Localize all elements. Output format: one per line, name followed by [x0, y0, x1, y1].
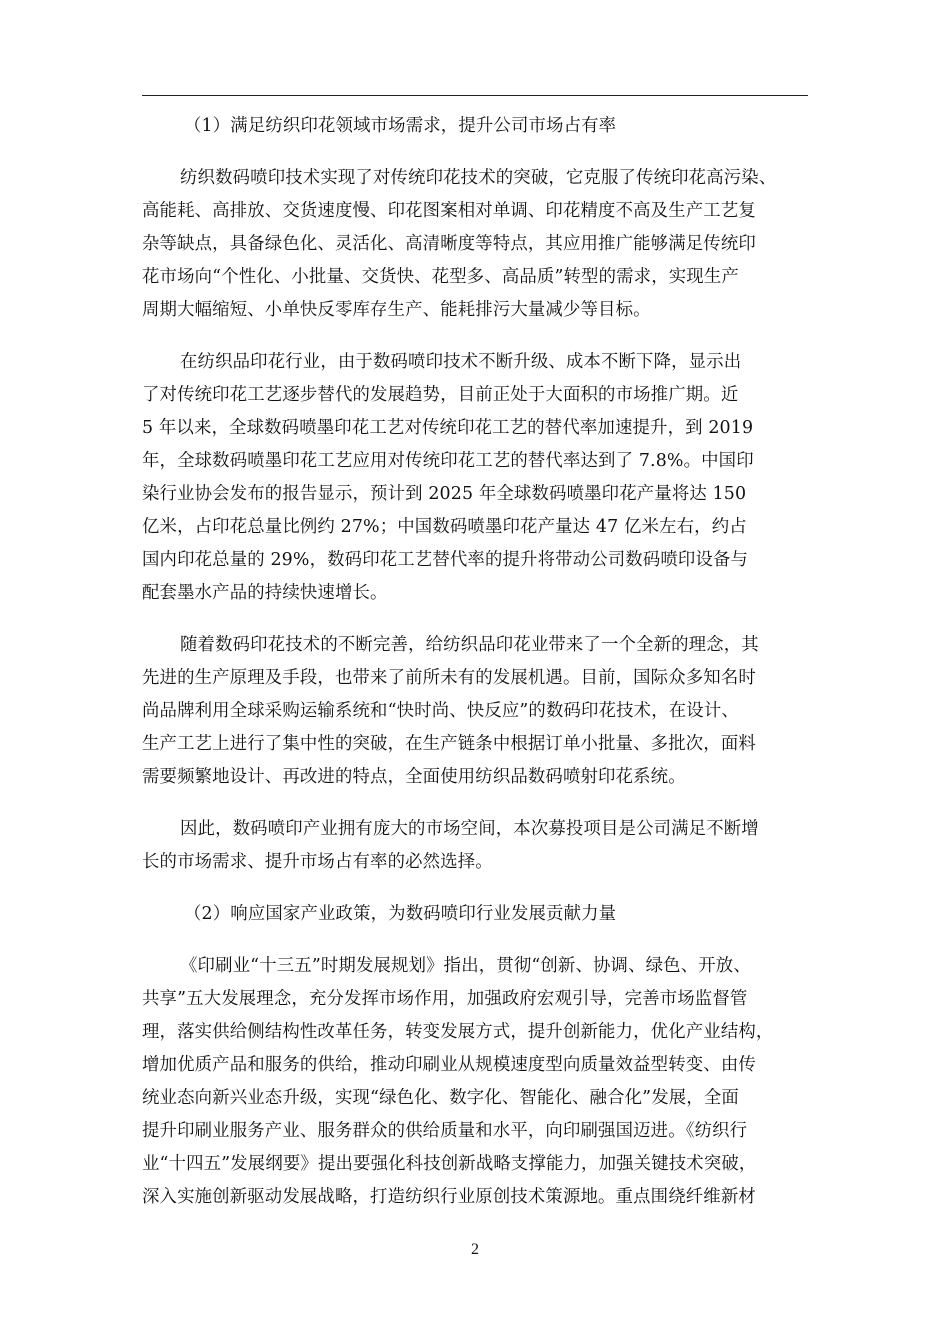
text-line: 随着数码印花技术的不断完善，给纺织品印花业带来了一个全新的理念，其 [180, 635, 759, 655]
text-line: 5 年以来，全球数码喷墨印花工艺对传统印花工艺的替代率加速提升，到 2019 [142, 418, 754, 438]
body-paragraph [142, 813, 814, 879]
text-line: 因此，数码喷印产业拥有庞大的市场空间，本次募投项目是公司满足不断增 [180, 819, 759, 839]
text-line: 国内印花总量的 29%，数码印花工艺替代率的提升将带动公司数码喷印设备与 [142, 550, 749, 570]
text-line: （1）满足纺织印花领域市场需求，提升公司市场占有率 [184, 116, 617, 136]
text-line: 深入实施创新驱动发展战略，打造纺织行业原创技术策源地。重点围绕纤维新材 [142, 1187, 756, 1207]
text-line: 生产工艺上进行了集中性的突破，在生产链条中根据订单小批量、多批次，面料 [142, 734, 756, 754]
text-line: 业“十四五”发展纲要》提出要强化科技创新战略支撑能力，加强关键技术突破， [142, 1154, 757, 1174]
text-line: 在纺织品印花行业，由于数码喷印技术不断升级、成本不断下降，显示出 [180, 352, 742, 372]
text-line: 花市场向“个性化、小批量、交货快、花型多、高品质”转型的需求，实现生产 [142, 267, 739, 287]
text-line: 年，全球数码喷墨印花工艺应用对传统印花工艺的替代率达到了 7.8%。中国印 [142, 451, 754, 471]
body-paragraph [142, 162, 814, 327]
text-line: 周期大幅缩短、小单快反零库存生产、能耗排污大量减少等目标。 [142, 300, 651, 320]
header-rule [142, 95, 808, 96]
text-line: 共享”五大发展理念，充分发挥市场作用，加强政府宏观引导，完善市场监督管 [142, 989, 748, 1009]
text-line: 理，落实供给侧结构性改革任务，转变发展方式，提升创新能力，优化产业结构， [142, 1022, 774, 1042]
text-line: 增加优质产品和服务的供给，推动印刷业从规模速度型向质量效益型转变、由传 [142, 1055, 756, 1075]
text-line: 统业态向新兴业态升级，实现“绿色化、数字化、智能化、融合化”发展，全面 [142, 1088, 739, 1108]
text-line: 《印刷业“十三五”时期发展规划》指出，贯彻“创新、协调、绿色、开放、 [180, 956, 751, 976]
text-line: 染行业协会发布的报告显示，预计到 2025 年全球数码喷墨印花产量将达 150 [142, 484, 747, 504]
page-number: 2 [471, 1241, 479, 1258]
text-line: 长的市场需求、提升市场占有率的必然选择。 [142, 852, 493, 872]
text-line: 纺织数码喷印技术实现了对传统印花技术的突破，它克服了传统印花高污染、 [180, 168, 777, 188]
body-paragraph [142, 346, 814, 610]
text-line: 尚品牌利用全球采购运输系统和“快时尚、快反应”的数码印花技术，在设计、 [142, 701, 739, 721]
document-body [142, 110, 814, 1233]
text-line: 了对传统印花工艺逐步替代的发展趋势，目前正处于大面积的市场推广期。近 [142, 385, 739, 405]
body-paragraph [142, 950, 814, 1214]
text-line: 需要频繁地设计、再改进的特点，全面使用纺织品数码喷射印花系统。 [142, 767, 686, 787]
text-line: 高能耗、高排放、交货速度慢、印花图案相对单调、印花精度不高及生产工艺复 [142, 201, 756, 221]
text-line: 提升印刷业服务产业、服务群众的供给质量和水平，向印刷强国迈进。《纺织行 [142, 1121, 748, 1141]
text-line: （2）响应国家产业政策，为数码喷印行业发展贡献力量 [184, 904, 617, 924]
section-heading [142, 898, 814, 931]
text-line: 亿米，占印花总量比例约 27%；中国数码喷墨印花产量达 47 亿米左右，约占 [142, 517, 747, 537]
section-heading [142, 110, 814, 143]
text-line: 先进的生产原理及手段，也带来了前所未有的发展机遇。目前，国际众多知名时 [142, 668, 756, 688]
text-line: 配套墨水产品的持续快速增长。 [142, 583, 388, 603]
text-line: 杂等缺点，具备绿色化、灵活化、高清晰度等特点，其应用推广能够满足传统印 [142, 234, 756, 254]
body-paragraph [142, 629, 814, 794]
